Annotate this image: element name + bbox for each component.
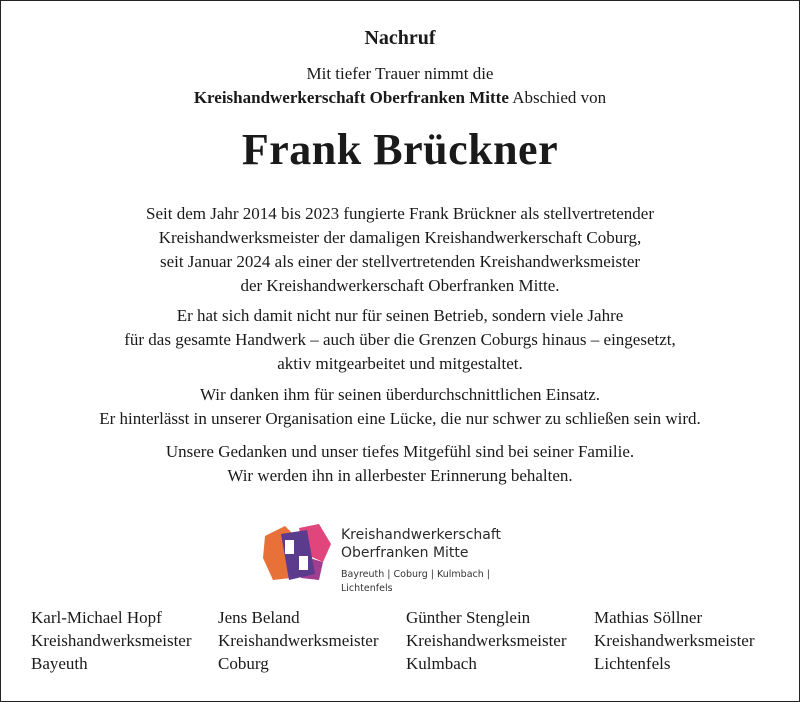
- signatory-title: Kreishandwerksmeister: [218, 631, 379, 650]
- intro-line-1: Mit tiefer Trauer nimmt die: [306, 64, 494, 83]
- signatory-name: Jens Beland: [218, 608, 300, 627]
- signatory: [594, 606, 755, 675]
- signatory-title: Kreishandwerksmeister: [594, 631, 755, 650]
- signatory-name: Karl-Michael Hopf: [31, 608, 162, 627]
- signatory: [218, 606, 379, 675]
- paragraph-line: Unsere Gedanken und unser tiefes Mitgefühl sind bei seiner Familie.: [165, 442, 635, 461]
- signatory-place: Lichtenfels: [594, 654, 671, 673]
- intro-line-2-rest: Abschied von: [508, 88, 607, 107]
- signatory-title: Kreishandwerksmeister: [31, 631, 192, 650]
- signatory: [406, 606, 567, 675]
- logo-subline: Bayreuth | Coburg | Kulmbach | Lichtenfels: [341, 569, 491, 594]
- paragraph-line: Kreishandwerksmeister der damaligen Kreishandwerkerschaft Coburg,: [158, 228, 642, 247]
- signatory-place: Coburg: [218, 654, 269, 673]
- paragraph-line: Wir danken ihm für seinen überdurchschnittlichen Einsatz.: [199, 385, 601, 404]
- organization-logo: [263, 522, 543, 594]
- signatory-name: Mathias Söllner: [594, 608, 703, 627]
- signatory-name: Günther Stenglein: [406, 608, 531, 627]
- logo-mark-icon: [263, 522, 333, 584]
- paragraph-thanks: [0, 383, 800, 431]
- deceased-name: Frank Brückner: [241, 125, 559, 174]
- intro-organization: Kreishandwerkerschaft Oberfranken Mitte: [193, 88, 509, 107]
- notice-heading: Nachruf: [364, 27, 436, 49]
- paragraph-line: der Kreishandwerkerschaft Oberfranken Mitte.: [240, 276, 560, 295]
- logo-line-1: Kreishandwerkerschaft: [341, 527, 502, 543]
- signatory-place: Kulmbach: [406, 654, 477, 673]
- logo-line-2: Oberfranken Mitte: [341, 545, 469, 561]
- logo-wordmark: [341, 526, 543, 596]
- paragraph-line: Er hinterlässt in unserer Organisation eine Lücke, die nur schwer zu schließen sein wird.: [99, 409, 701, 428]
- signatory-place: Bayeuth: [31, 654, 88, 673]
- paragraph-line: Wir werden ihn in allerbester Erinnerung behalten.: [227, 466, 573, 485]
- intro-line-2: [0, 86, 800, 110]
- paragraph-condolence: [0, 440, 800, 488]
- paragraph-line: Er hat sich damit nicht nur für seinen Betrieb, sondern viele Jahre: [176, 306, 624, 325]
- paragraph-line: Seit dem Jahr 2014 bis 2023 fungierte Frank Brückner als stellvertretender: [146, 204, 654, 223]
- paragraph-line: für das gesamte Handwerk – auch über die Grenzen Coburgs hinaus – eingesetzt,: [124, 330, 676, 349]
- intro-text: [0, 62, 800, 110]
- paragraph-line: aktiv mitgearbeitet und mitgestaltet.: [277, 354, 523, 373]
- signatory-title: Kreishandwerksmeister: [406, 631, 567, 650]
- paragraph-commitment: [0, 304, 800, 376]
- signatory: [31, 606, 192, 675]
- paragraph-line: seit Januar 2024 als einer der stellvertretenden Kreishandwerksmeister: [159, 252, 641, 271]
- paragraph-career: [0, 202, 800, 298]
